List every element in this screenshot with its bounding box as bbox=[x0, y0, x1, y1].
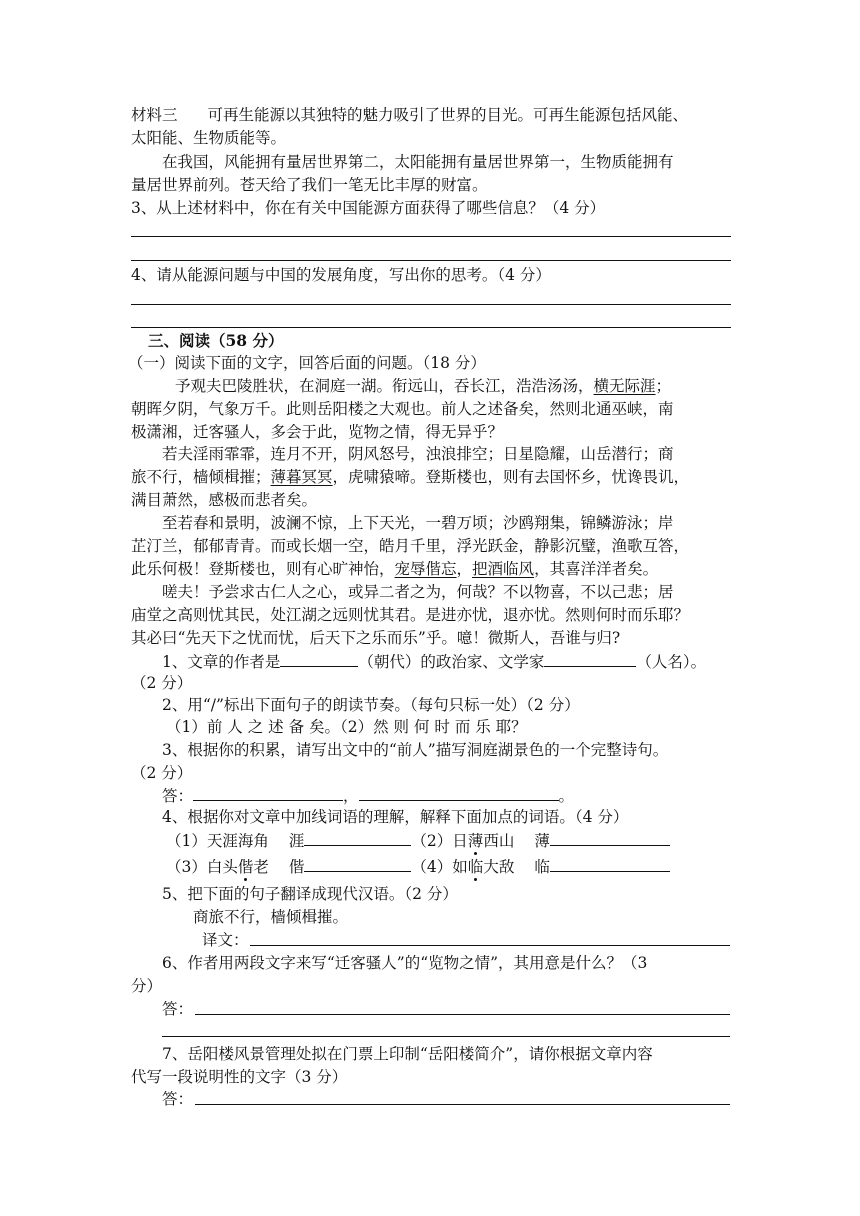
passage-p1-line1: 予观夫巴陵胜状，在洞庭一湖。衔远山，吞长江，浩浩汤汤，横无际涯； bbox=[175, 377, 672, 395]
question-6-points: 分） bbox=[131, 977, 163, 995]
blank-explain-4[interactable] bbox=[550, 855, 670, 872]
underlined-phrase: 把酒临风 bbox=[472, 560, 535, 578]
passage-p4-line3: 其必曰“先天下之忧而忧，后天下之乐而乐”乎。噫！微斯人，吾谁与归? bbox=[131, 629, 621, 647]
material3-label: 材料三 bbox=[131, 106, 178, 124]
question-7-line2: 代写一段说明性的文字（3 分） bbox=[131, 1068, 348, 1086]
question-5-sentence: 商旅不行，樯倾楫摧。 bbox=[193, 908, 349, 926]
passage-p3-line2: 芷汀兰，郁郁青青。而或长烟一空，皓月千里，浮光跃金，静影沉璧，渔歌互答， bbox=[131, 537, 690, 555]
underlined-phrase: 宠辱偕忘 bbox=[394, 560, 457, 578]
answer-line[interactable] bbox=[195, 1014, 730, 1015]
underlined-phrase: 横无际涯 bbox=[593, 377, 656, 395]
question-4-row2: （3）白头偕老 偕 （4）如临大敌 临 bbox=[166, 855, 766, 878]
answer-line[interactable] bbox=[131, 304, 731, 305]
passage-p1-line2: 朝晖夕阴，气象万千。此则岳阳楼之大观也。前人之述备矣，然则北通巫峡，南 bbox=[131, 400, 674, 418]
blank-explain-1[interactable] bbox=[304, 829, 411, 846]
sentence-1: （1）前 人 之 述 备 矣。 bbox=[166, 718, 340, 736]
blank-explain-2[interactable] bbox=[550, 829, 670, 846]
question-2-sentences bbox=[166, 716, 766, 738]
emphasis-dot-char: 临 bbox=[467, 858, 484, 876]
passage-p4-line1: 嗟夫！予尝求古仁人之心，或异二者之为，何哉？不以物喜，不以己悲；居 bbox=[162, 583, 674, 601]
emphasis-dot-char: 偕 bbox=[237, 858, 254, 876]
answer-line[interactable] bbox=[131, 327, 731, 328]
question-7-answer: 答： bbox=[162, 1090, 194, 1108]
material3-line3: 在我国，风能拥有量居世界第二，太阳能拥有量居世界第一，生物质能拥有 bbox=[162, 153, 674, 171]
question-3: 3、根据你的积累，请写出文中的“前人”描写洞庭湖景色的一个完整诗句。 bbox=[162, 741, 669, 759]
question-1-points: （2 分） bbox=[131, 674, 193, 692]
blank-poem-line-2[interactable] bbox=[359, 784, 559, 801]
question-3-points: （2 分） bbox=[131, 764, 193, 782]
passage-p3-line1: 至若春和景明，波澜不惊，上下天光，一碧万顷；沙鸥翔集，锦鳞游泳；岸 bbox=[162, 514, 674, 532]
question-2: 2、用“/”标出下面句子的朗读节奏。（每句只标一处）（2 分） bbox=[162, 696, 580, 714]
underlined-phrase: 薄暮冥冥 bbox=[270, 468, 333, 486]
blank-dynasty[interactable] bbox=[280, 650, 358, 667]
answer-line[interactable] bbox=[162, 1036, 730, 1037]
question-5: 5、把下面的句子翻译成现代汉语。（2 分） bbox=[162, 885, 458, 903]
passage-p4-line2: 庙堂之高则忧其民，处江湖之远则忧其君。是进亦忧，退亦忧。然则何时而乐耶？ bbox=[131, 606, 690, 624]
section-title: 三、阅读（58 分） bbox=[148, 331, 284, 350]
question-4-row1: （1）天涯海角 涯 （2）日薄西山 薄 bbox=[166, 829, 766, 852]
material3-line4: 量居世界前列。苍天给了我们一笔无比丰厚的财富。 bbox=[131, 176, 488, 194]
blank-explain-3[interactable] bbox=[304, 855, 411, 872]
question-6: 6、作者用两段文字来写“迁客骚人”的“览物之情”，其用意是什么？（3 bbox=[162, 954, 648, 972]
passage-p2-line1: 若夫淫雨霏霏，连月不开，阴风怒号，浊浪排空；日星隐耀，山岳潜行；商 bbox=[162, 445, 674, 463]
emphasis-dot-char: 薄 bbox=[467, 832, 484, 850]
passage-p2-line3: 满目萧然，感极而悲者矣。 bbox=[131, 491, 318, 509]
part-instruction: （一）阅读下面的文字，回答后面的问题。（18 分） bbox=[128, 354, 486, 372]
answer-line[interactable] bbox=[195, 1104, 730, 1105]
question-7: 7、岳阳楼风景管理处拟在门票上印制“岳阳楼简介”，请你根据文章内容 bbox=[162, 1045, 653, 1063]
question-4-energy: 4、请从能源问题与中国的发展角度，写出你的思考。（4 分） bbox=[131, 266, 551, 284]
answer-line[interactable] bbox=[131, 236, 731, 237]
passage-p1-line3: 极潇湘，迁客骚人，多会于此，览物之情，得无异乎？ bbox=[131, 423, 504, 441]
material3-line2: 太阳能、生物质能等。 bbox=[131, 129, 287, 147]
blank-author[interactable] bbox=[544, 650, 636, 667]
question-3-energy: 3、从上述材料中，你在有关中国能源方面获得了哪些信息？（4 分） bbox=[131, 199, 606, 217]
blank-poem-line-1[interactable] bbox=[193, 784, 343, 801]
question-3-answer: 答： ， 。 bbox=[162, 784, 762, 807]
passage-p2-line2: 旅不行，樯倾楫摧；薄暮冥冥，虎啸猿啼。登斯楼也，则有去国怀乡，忧谗畏讥， bbox=[131, 468, 690, 486]
translation-line[interactable] bbox=[250, 945, 730, 946]
answer-line[interactable] bbox=[131, 260, 731, 261]
question-6-answer: 答： bbox=[162, 1000, 194, 1018]
sentence-2: （2）然 则 何 时 而 乐 耶？ bbox=[340, 718, 527, 736]
question-5-translation: 译文： bbox=[202, 931, 249, 949]
question-4: 4、根据你对文章中加线词语的理解，解释下面加点的词语。（4 分） bbox=[162, 808, 629, 826]
material3-line1: 材料三 可再生能源以其独特的魅力吸引了世界的目光。可再生能源包括风能、 bbox=[131, 106, 689, 124]
question-1: 1、文章的作者是 （朝代）的政治家、文学家 （人名）。 bbox=[162, 650, 762, 673]
passage-p3-line3: 此乐何极！登斯楼也，则有心旷神怡，宠辱偕忘，把酒临风，其喜洋洋者矣。 bbox=[131, 560, 659, 578]
